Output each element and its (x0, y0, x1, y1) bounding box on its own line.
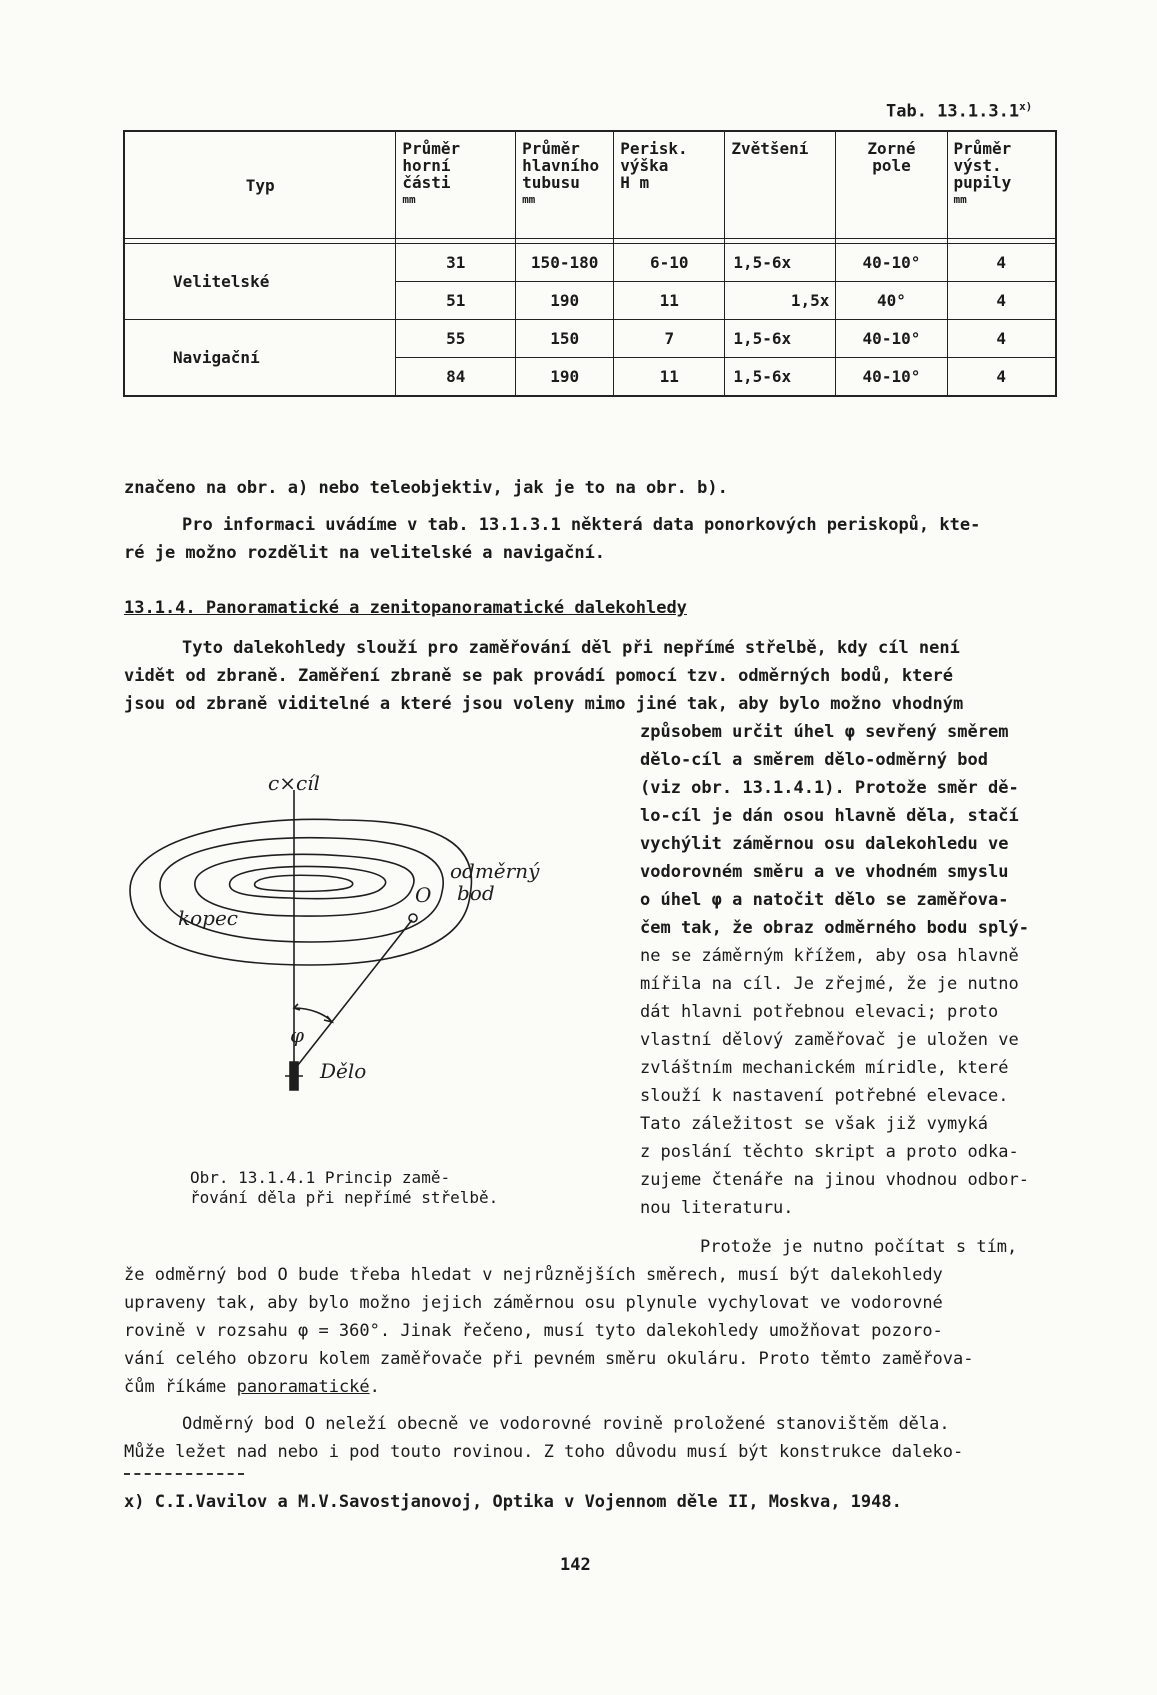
table-cell: 4 (947, 244, 1056, 282)
paragraph-line: upraveny tak, aby bylo možno jejich záměrnou osu plynule vychylovat ve vodorovné (124, 1293, 943, 1313)
paragraph-line: dát hlavni potřebnou elevaci; proto (640, 1002, 999, 1022)
header-zorne-pole: Zorné pole (836, 131, 947, 239)
table-cell: 40° (836, 282, 947, 320)
table-cell: 84 (396, 358, 516, 397)
paragraph-line: Může ležet nad nebo i pod touto rovinou. Z toho důvodu musí být konstrukce daleko- (124, 1442, 964, 1462)
table-cell: 4 (947, 320, 1056, 358)
delo-label: Dělo (320, 1059, 367, 1083)
odmerny-label: odměrný (450, 859, 540, 883)
point-o-label: O (415, 883, 432, 907)
periscope-table (123, 130, 1057, 397)
header-prumer-vyst-pupily: Průměr výst. pupily mm (947, 131, 1056, 239)
paragraph-line: že odměrný bod O bude třeba hledat v nejrůznějších směrech, musí být dalekohledy (124, 1265, 943, 1285)
paragraph-line: ré je možno rozdělit na velitelské a navigační. (124, 543, 606, 563)
table-cell: 150-180 (516, 244, 614, 282)
table-cell: 1,5-6x (725, 320, 836, 358)
angle-label: φ (290, 1023, 305, 1047)
paragraph-line: značeno na obr. a) nebo teleobjektiv, jak je to na obr. b). (124, 478, 728, 498)
paragraph-line: jsou od zbraně viditelné a které jsou voleny mimo jiné tak, aby bylo možno vhodným (124, 694, 964, 714)
table-cell: 31 (396, 244, 516, 282)
table-cell: 40-10° (836, 358, 947, 397)
header-zvetseni: Zvětšení (725, 131, 836, 239)
table-cell: 40-10° (836, 244, 947, 282)
paragraph-line: lo-cíl je dán osou hlavně děla, stačí (640, 806, 1019, 826)
table-caption: Tab. 13.1.3.1$^{x)}$ (886, 100, 1033, 122)
table-cell: 190 (516, 282, 614, 320)
table-row (124, 244, 1056, 282)
table-cell: 1,5-6x (725, 244, 836, 282)
paragraph-line: Protože je nutno počítat s tím, (700, 1237, 1018, 1257)
header-prumer-hlavniho-tubusu: Průměr hlavního tubusu mm (516, 131, 614, 239)
paragraph-line: vidět od zbraně. Zaměření zbraně se pak provádí pomocí tzv. odměrných bodů, které (124, 666, 954, 686)
paragraph-line: nou literaturu. (640, 1198, 794, 1218)
paragraph-line: o úhel φ a natočit dělo se zaměřova- (640, 890, 1009, 910)
bod-label: bod (457, 881, 495, 905)
paragraph-line: vlastní dělový zaměřovač je uložen ve (640, 1030, 1019, 1050)
table-cell: 40-10° (836, 320, 947, 358)
paragraph-line: vychýlit záměrnou osu dalekohledu ve (640, 834, 1009, 854)
table-cell: 190 (516, 358, 614, 397)
paragraph-line: mířila na cíl. Je zřejmé, že je nutno (640, 974, 1019, 994)
footnote: x) C.I.Vavilov a M.V.Savostjanovoj, Optika v Vojennom děle II, Moskva, 1948. (124, 1492, 902, 1512)
paragraph-line: Tato záležitost se však již vymyká (640, 1114, 988, 1134)
table-cell: 150 (516, 320, 614, 358)
header-prumer-horni-casti: Průměr horní části mm (396, 131, 516, 239)
paragraph-line: čem tak, že obraz odměrného bodu splý- (640, 918, 1029, 938)
paragraph-line: ne se záměrným křížem, aby osa hlavně (640, 946, 1019, 966)
aiming-principle-figure (120, 770, 620, 1160)
table-cell: 11 (614, 358, 725, 397)
table-cell: 4 (947, 282, 1056, 320)
figure-caption: Obr. 13.1.4.1 Princip zamě- řování děla při nepřímé střelbě. (190, 1168, 499, 1207)
reference-point-marker (409, 914, 417, 922)
paragraph-line: dělo-cíl a směrem dělo-odměrný bod (640, 750, 988, 770)
table-cell: 1,5-6x (725, 358, 836, 397)
paragraph-line: z poslání těchto skript a proto odka- (640, 1142, 1019, 1162)
table-cell: 51 (396, 282, 516, 320)
paragraph-line: čům říkáme panoramatické. (124, 1377, 380, 1397)
table-cell: 55 (396, 320, 516, 358)
paragraph-line: zvláštním mechanickém míridle, které (640, 1058, 1009, 1078)
contour-line (255, 875, 353, 891)
paragraph-line: způsobem určit úhel φ sevřený směrem (640, 722, 1009, 742)
paragraph-line: slouží k nastavení potřebné elevace. (640, 1086, 1009, 1106)
table-cell: 1,5x (725, 282, 836, 320)
group-navigacni: Navigační (124, 320, 396, 397)
table-cell: 7 (614, 320, 725, 358)
paragraph-line: (viz obr. 13.1.4.1). Protože směr dě- (640, 778, 1019, 798)
contour-line (230, 867, 386, 899)
header-typ: Typ (124, 131, 396, 239)
section-heading: 13.1.4. Panoramatické a zenitopanoramatické dalekohledy (124, 598, 687, 618)
table-row (124, 320, 1056, 358)
paragraph-line: vodorovném směru a ve vhodném smyslu (640, 862, 1009, 882)
paragraph-line: Odměrný bod O neleží obecně ve vodorovné rovině proložené stanovištěm děla. (182, 1414, 950, 1434)
header-perisk-vyska: Perisk. výška H m (614, 131, 725, 239)
paragraph-line: Tyto dalekohledy slouží pro zaměřování děl při nepřímé střelbě, kdy cíl není (182, 638, 960, 658)
target-label: c×cíl (268, 771, 320, 795)
kopec-label: kopec (178, 906, 238, 930)
paragraph-line: vání celého obzoru kolem zaměřovače při pevném směru okuláru. Proto těmto zaměřova- (124, 1349, 974, 1369)
table-header-row (124, 131, 1056, 239)
paragraph-line: rovině v rozsahu φ = 360°. Jinak řečeno, musí tyto dalekohledy umožňovat pozoro- (124, 1321, 943, 1341)
group-velitelske: Velitelské (124, 244, 396, 320)
footnote-rule (124, 1473, 244, 1475)
page-number: 142 (560, 1555, 591, 1575)
table-cell: 6-10 (614, 244, 725, 282)
paragraph-line: zujeme čtenáře na jinou vhodnou odbor- (640, 1170, 1029, 1190)
paragraph-line: Pro informaci uvádíme v tab. 13.1.3.1 některá data ponorkových periskopů, kte- (182, 515, 981, 535)
table-cell: 11 (614, 282, 725, 320)
table-cell: 4 (947, 358, 1056, 397)
